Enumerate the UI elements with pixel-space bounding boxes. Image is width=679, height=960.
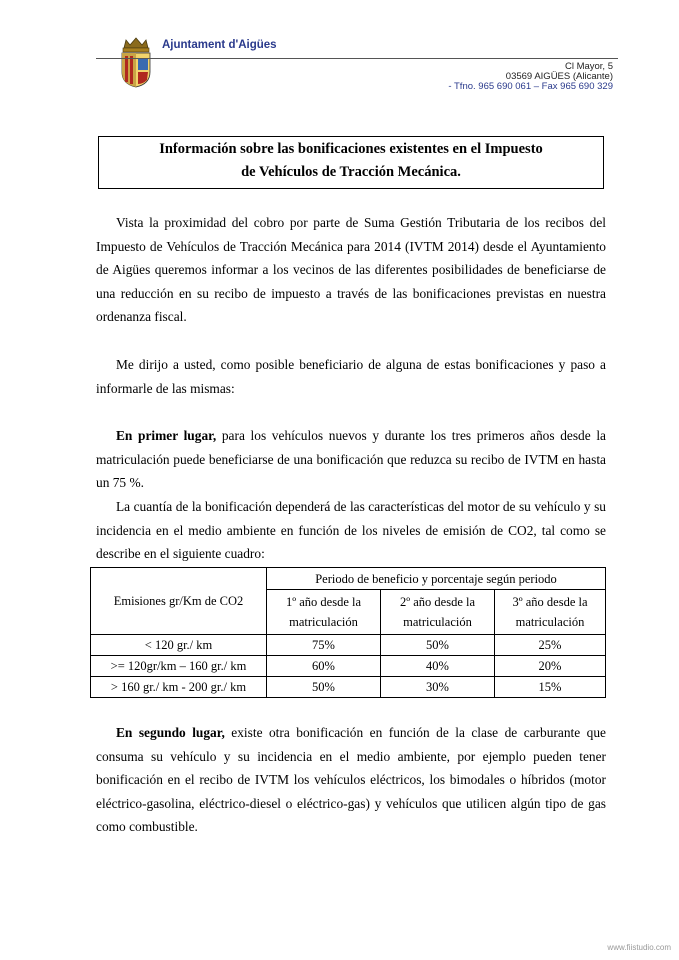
col2-header-line1: 2º año desde la: [399, 595, 476, 609]
col2-header-line2: matriculación: [403, 615, 472, 629]
table-col-header: [381, 590, 495, 635]
table-col-header: [267, 590, 381, 635]
table-cell: 15%: [495, 677, 606, 698]
table-cell: 25%: [495, 635, 606, 656]
table-cell: 75%: [267, 635, 381, 656]
second-bonus-lead: En segundo lugar,: [116, 725, 225, 740]
table-cell: 50%: [381, 635, 495, 656]
second-bonus-paragraph: [96, 721, 606, 839]
table-row: [91, 656, 606, 677]
watermark: www.fiistudio.com: [607, 943, 671, 952]
second-bonus-text: existe otra bonificación en función de la clase de carburante que consuma su vehículo y su incidencia en el medio ambiente, por ejemplo pueden tener bonificación en el recibo de IVTM los vehículos eléctricos, los bimodales o híbridos (motor eléctrico-gasolina, eléctrico-diesel o eléctrico-gas) y vehículos que utilicen algún tipo de gas como combustible.: [96, 725, 606, 835]
address-paragraph: Me dirijo a usted, como posible beneficiario de alguna de estas bonificaciones y paso a informarle de las mismas:: [96, 357, 606, 396]
bonus-table: [90, 567, 606, 698]
table-cell: 30%: [381, 677, 495, 698]
document-title-box: [98, 136, 604, 189]
address-phone-fax: - Tfno. 965 690 061 – Fax 965 690 329: [448, 81, 613, 92]
header-divider: [96, 58, 618, 59]
document-title-line2: de Vehículos de Tracción Mecánica.: [241, 164, 461, 180]
table-cell: 50%: [267, 677, 381, 698]
table-cell: 40%: [381, 656, 495, 677]
table-cell-label: > 160 gr./ km - 200 gr./ km: [91, 677, 267, 698]
table-cell: 60%: [267, 656, 381, 677]
table-row: [91, 677, 606, 698]
intro-paragraph: Vista la proximidad del cobro por parte de Suma Gestión Tributaria de los recibos del Impuesto de Vehículos de Tracción Mecánica para 2014 (IVTM 2014) desde el Ayuntamiento de Aigües queremos informar a los vecinos de las diferentes posibilidades de beneficiarse de una reducción en su recibo de impuesto a través de las bonificaciones previstas en nuestra ordenanza fiscal.: [96, 215, 606, 325]
table-group-header: Periodo de beneficio y porcentaje según periodo: [267, 568, 606, 590]
address-city: 03569 AIGÜES (Alicante): [505, 71, 613, 82]
col1-header-line1: 1º año desde la: [285, 595, 362, 609]
address-street: Cl Mayor, 5: [564, 61, 613, 72]
table-col-header: [495, 590, 606, 635]
col1-header-line2: matriculación: [289, 615, 358, 629]
coat-of-arms-icon: [116, 36, 156, 88]
col3-header-line1: 3º año desde la: [512, 595, 588, 609]
organization-name: Ajuntament d'Aigües: [162, 39, 277, 51]
table-cell: 20%: [495, 656, 606, 677]
table-row: [91, 635, 606, 656]
first-bonus-text: para los vehículos nuevos y durante los tres primeros años desde la matriculación puede beneficiarse de una bonificación que reduzca su recibo de IVTM en hasta un 75 %.: [96, 428, 606, 491]
table-cell-label: < 120 gr./ km: [91, 635, 267, 656]
first-bonus-paragraph: [96, 424, 606, 495]
table-row-header: Emisiones gr/Km de CO2: [91, 568, 267, 635]
bonus-amount-paragraph: La cuantía de la bonificación dependerá de las características del motor de su vehículo y su incidencia en el medio ambiente en función de los niveles de emisión de CO2, tal como se describe en el siguiente cuadro:: [96, 499, 606, 562]
col3-header-line2: matriculación: [515, 615, 585, 629]
first-bonus-lead: En primer lugar,: [116, 428, 217, 443]
document-title-line1: Información sobre las bonificaciones existentes en el Impuesto: [159, 141, 543, 157]
table-header-row: [91, 568, 606, 590]
table-cell-label: >= 120gr/km – 160 gr./ km: [91, 656, 267, 677]
